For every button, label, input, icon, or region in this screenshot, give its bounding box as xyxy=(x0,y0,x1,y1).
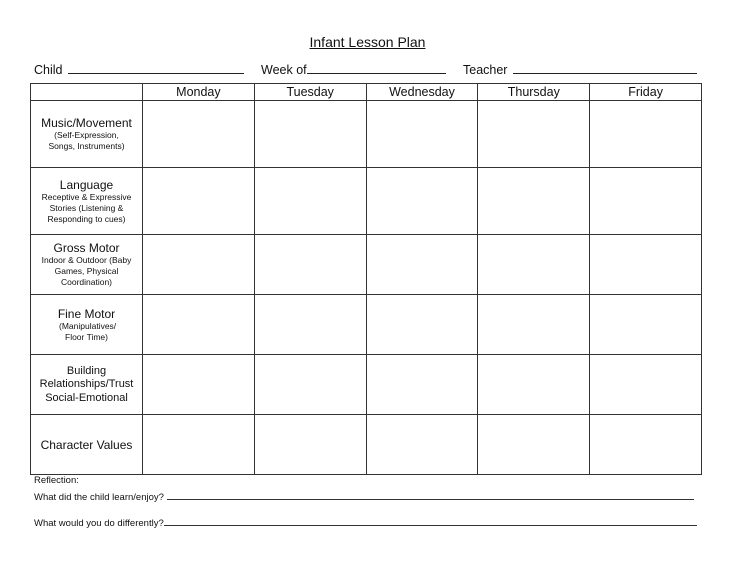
plan-cell-tuesday[interactable] xyxy=(254,235,366,295)
plan-cell-friday[interactable] xyxy=(590,235,702,295)
plan-cell-monday[interactable] xyxy=(143,168,255,235)
plan-cell-monday[interactable] xyxy=(143,355,255,415)
plan-cell-wednesday[interactable] xyxy=(366,168,478,235)
teacher-field[interactable] xyxy=(463,62,697,77)
plan-cell-thursday[interactable] xyxy=(478,415,590,475)
plan-cell-tuesday[interactable] xyxy=(254,168,366,235)
page-title: Infant Lesson Plan xyxy=(309,34,426,50)
corner-cell xyxy=(31,84,143,101)
plan-cell-friday[interactable] xyxy=(590,295,702,355)
header-row xyxy=(31,84,702,101)
row-header-building-relationships xyxy=(31,355,143,415)
plan-cell-tuesday[interactable] xyxy=(254,295,366,355)
row-subtitle: Social-Emotional xyxy=(45,391,128,404)
plan-cell-tuesday[interactable] xyxy=(254,415,366,475)
row-header-music-movement xyxy=(31,101,143,168)
plan-cell-tuesday[interactable] xyxy=(254,101,366,168)
plan-cell-thursday[interactable] xyxy=(478,295,590,355)
row-title: Building Relationships/Trust xyxy=(39,364,134,390)
day-header-wednesday: Wednesday xyxy=(366,84,478,101)
child-field[interactable] xyxy=(34,62,244,77)
plan-cell-friday[interactable] xyxy=(590,168,702,235)
row-title: Fine Motor xyxy=(57,306,116,321)
row-title: Language xyxy=(59,177,114,192)
plan-cell-tuesday[interactable] xyxy=(254,355,366,415)
question-learn-label: What did the child learn/enjoy? xyxy=(34,492,164,503)
reflection-question-differently[interactable] xyxy=(34,517,697,529)
plan-cell-thursday[interactable] xyxy=(478,355,590,415)
plan-cell-wednesday[interactable] xyxy=(366,235,478,295)
teacher-blank-line[interactable] xyxy=(513,62,697,74)
row-header-language xyxy=(31,168,143,235)
plan-cell-wednesday[interactable] xyxy=(366,415,478,475)
row-title: Gross Motor xyxy=(53,241,120,255)
row-subtitle: Indoor & Outdoor (Baby Games, Physical Coordination) xyxy=(41,255,132,287)
row-subtitle: Receptive & Expressive Stories (Listening & Responding to cues) xyxy=(41,191,132,224)
table-row xyxy=(31,415,702,475)
plan-cell-monday[interactable] xyxy=(143,295,255,355)
plan-cell-wednesday[interactable] xyxy=(366,101,478,168)
row-header-gross-motor xyxy=(31,235,143,295)
teacher-label: Teacher xyxy=(463,63,508,77)
table-row xyxy=(31,101,702,168)
row-header-character-values xyxy=(31,415,143,475)
day-header-thursday: Thursday xyxy=(478,84,590,101)
table-row xyxy=(31,235,702,295)
child-label: Child xyxy=(34,63,63,77)
question-differently-label: What would you do differently? xyxy=(34,518,164,529)
plan-cell-friday[interactable] xyxy=(590,355,702,415)
question-differently-blank-line[interactable] xyxy=(164,517,697,526)
week-field[interactable] xyxy=(261,62,446,77)
plan-cell-thursday[interactable] xyxy=(478,235,590,295)
reflection-label: Reflection: xyxy=(34,475,79,486)
week-label: Week of xyxy=(261,63,307,77)
plan-cell-friday[interactable] xyxy=(590,415,702,475)
row-header-fine-motor xyxy=(31,295,143,355)
child-blank-line[interactable] xyxy=(68,62,244,74)
plan-cell-monday[interactable] xyxy=(143,101,255,168)
plan-cell-monday[interactable] xyxy=(143,415,255,475)
plan-cell-friday[interactable] xyxy=(590,101,702,168)
plan-cell-thursday[interactable] xyxy=(478,101,590,168)
reflection-question-learn[interactable] xyxy=(34,491,694,503)
day-header-monday: Monday xyxy=(143,84,255,101)
lesson-plan-table xyxy=(30,83,702,475)
day-header-friday: Friday xyxy=(590,84,702,101)
week-blank-line[interactable] xyxy=(307,62,446,74)
table-row xyxy=(31,168,702,235)
row-title: Music/Movement xyxy=(41,116,132,130)
row-subtitle: (Self-Expression, Songs, Instruments) xyxy=(48,130,125,151)
plan-cell-monday[interactable] xyxy=(143,235,255,295)
day-header-tuesday: Tuesday xyxy=(254,84,366,101)
question-learn-blank-line[interactable] xyxy=(167,491,694,500)
plan-cell-wednesday[interactable] xyxy=(366,355,478,415)
table-row xyxy=(31,355,702,415)
row-title: Character Values xyxy=(40,437,133,452)
plan-cell-thursday[interactable] xyxy=(478,168,590,235)
row-subtitle: (Manipulatives/ Floor Time) xyxy=(59,320,117,342)
plan-cell-wednesday[interactable] xyxy=(366,295,478,355)
table-row xyxy=(31,295,702,355)
